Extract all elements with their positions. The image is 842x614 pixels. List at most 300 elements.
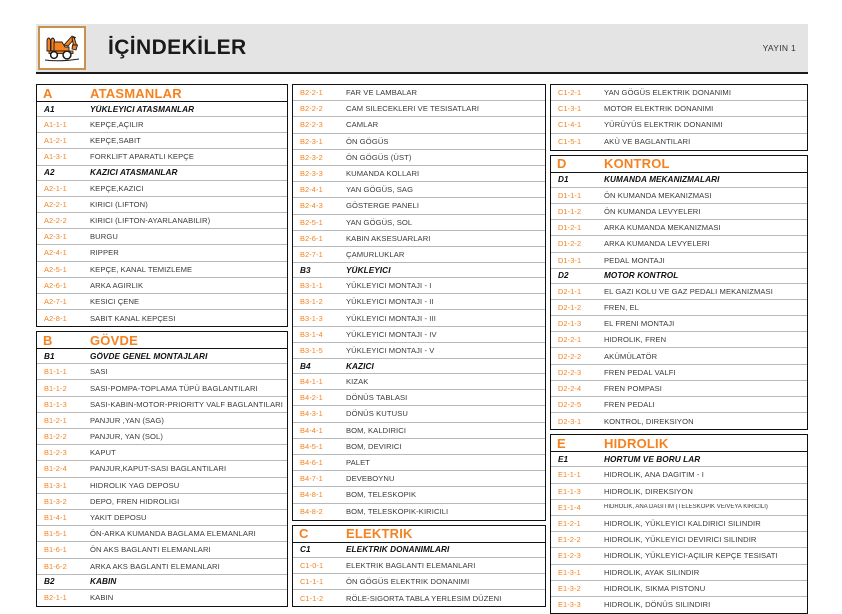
- index-item-row[interactable]: [293, 150, 545, 166]
- item-code: A2-8-1: [44, 313, 67, 323]
- item-code: A2: [44, 168, 55, 178]
- index-item-row[interactable]: [293, 439, 545, 455]
- index-block: [550, 155, 808, 431]
- item-code: B4-8-1: [300, 490, 323, 500]
- item-code: C1-3-1: [558, 104, 582, 114]
- item-description: ARKA AGIRLIK: [90, 280, 144, 290]
- item-code: D2-3-1: [558, 416, 582, 426]
- subsection-header-row[interactable]: [37, 575, 287, 590]
- item-code: B2-5-1: [300, 217, 323, 227]
- item-description: HIDROLIK, ANA DAGITIM - I: [604, 470, 704, 480]
- index-item-row[interactable]: [37, 213, 287, 229]
- item-code: B3-1-1: [300, 281, 323, 291]
- item-code: B4: [300, 361, 311, 371]
- item-code: D1-2-1: [558, 223, 582, 233]
- index-item-row[interactable]: [293, 85, 545, 101]
- item-description: HIDROLIK, DÖNÜS SILINDIRI: [604, 600, 711, 610]
- item-description: ARKA KUMANDA MEKANIZMASI: [604, 223, 721, 233]
- item-description: YAN GÖGÜS, SAG: [346, 185, 414, 195]
- item-description: KEPÇE,KAZICI: [90, 183, 144, 193]
- index-item-row[interactable]: [37, 294, 287, 310]
- item-code: B1-1-2: [44, 383, 67, 393]
- index-item-row[interactable]: [293, 558, 545, 574]
- item-description: SASI-KABIN-MOTOR-PRIORITY VALF BAGLANTILARI: [90, 399, 283, 409]
- index-item-row[interactable]: [37, 133, 287, 149]
- item-code: B: [43, 332, 53, 348]
- item-code: D1-1-2: [558, 207, 582, 217]
- item-description: KAZICI: [346, 361, 374, 371]
- item-code: E1-1-1: [558, 470, 581, 480]
- item-description: KONTROL, DIREKSIYON: [604, 416, 694, 426]
- item-description: PANJUR,KAPUT-SASI BAGLANTILARI: [90, 464, 227, 474]
- item-description: KIRICI (LIFTON-AYARLANABILIR): [90, 216, 211, 226]
- item-code: E1-2-3: [558, 551, 581, 561]
- item-code: D2-1-2: [558, 302, 582, 312]
- index-block: [550, 434, 808, 614]
- item-description: MOTOR KONTROL: [604, 271, 679, 281]
- item-description: HORTUM VE BORU LAR: [604, 454, 701, 464]
- issue-label: YAYIN 1: [762, 43, 796, 53]
- index-item-row[interactable]: [37, 397, 287, 413]
- item-code: E1-1-4: [558, 502, 581, 512]
- index-item-row[interactable]: [293, 166, 545, 182]
- index-item-row[interactable]: [551, 565, 807, 581]
- index-item-row[interactable]: [551, 220, 807, 236]
- item-code: E1-1-3: [558, 486, 581, 496]
- subsection-header-row[interactable]: [293, 543, 545, 558]
- item-code: D1-2-2: [558, 239, 582, 249]
- item-code: A2-6-1: [44, 280, 67, 290]
- index-column-3: [550, 84, 808, 610]
- item-description: HIDROLIK, SIKMA PISTONU: [604, 583, 706, 593]
- item-description: KABIN: [90, 593, 114, 603]
- index-item-row[interactable]: [293, 117, 545, 133]
- item-code: A1-2-1: [44, 136, 67, 146]
- item-description: ÖN GÖGÜS (ÜST): [346, 152, 412, 162]
- item-description: HIDROLIK: [604, 435, 669, 451]
- item-code: E1-3-3: [558, 600, 581, 610]
- index-item-row[interactable]: [37, 262, 287, 278]
- item-code: B2-2-1: [300, 88, 323, 98]
- item-code: B1-2-4: [44, 464, 67, 474]
- index-item-row[interactable]: [37, 429, 287, 445]
- item-description: AKÜMÜLATÖR: [604, 351, 658, 361]
- item-code: B2-3-2: [300, 152, 323, 162]
- index-item-row[interactable]: [551, 548, 807, 564]
- item-description: KAPUT: [90, 448, 116, 458]
- item-description: BURGU: [90, 232, 118, 242]
- item-code: C1-0-1: [300, 560, 324, 570]
- item-description: GÖVDE: [90, 332, 138, 348]
- item-code: A2-1-1: [44, 183, 67, 193]
- item-description: RIPPER: [90, 248, 119, 258]
- item-description: KAZICI ATASMANLAR: [90, 168, 178, 178]
- item-description: HIDROLIK, AYAK SILINDIR: [604, 567, 700, 577]
- index-item-row[interactable]: [293, 231, 545, 247]
- index-item-row[interactable]: [37, 278, 287, 294]
- item-description: BOM, TELESKOPIK-KIRICILI: [346, 507, 449, 517]
- index-item-row[interactable]: [551, 316, 807, 332]
- index-item-row[interactable]: [37, 117, 287, 133]
- item-code: A1: [44, 104, 55, 114]
- index-item-row[interactable]: [293, 198, 545, 214]
- section-header-row[interactable]: [551, 156, 807, 173]
- item-description: FREN, EL: [604, 302, 639, 312]
- index-item-row[interactable]: [293, 423, 545, 439]
- index-item-row[interactable]: [293, 182, 545, 198]
- index-item-row[interactable]: [551, 284, 807, 300]
- index-item-row[interactable]: [293, 471, 545, 487]
- index-item-row[interactable]: [293, 278, 545, 294]
- index-item-row[interactable]: [551, 532, 807, 548]
- item-code: A1-1-1: [44, 120, 67, 130]
- index-item-row[interactable]: [37, 413, 287, 429]
- item-code: E1: [558, 454, 569, 464]
- index-item-row[interactable]: [37, 494, 287, 510]
- item-code: E1-2-2: [558, 535, 581, 545]
- index-item-row[interactable]: [551, 117, 807, 133]
- item-code: D2-1-3: [558, 319, 582, 329]
- item-description: KEPÇE, KANAL TEMIZLEME: [90, 264, 193, 274]
- index-item-row[interactable]: [551, 134, 807, 150]
- item-description: ÖN GÖGÜS: [346, 136, 389, 146]
- item-code: B3-1-4: [300, 329, 323, 339]
- item-code: D2-1-1: [558, 286, 582, 296]
- page-header: [36, 24, 808, 74]
- item-description: SASI-POMPA-TOPLAMA TÜPÜ BAGLANTILARI: [90, 383, 258, 393]
- item-code: D1-1-1: [558, 190, 582, 200]
- item-description: YAKIT DEPOSU: [90, 513, 147, 523]
- item-code: A2-4-1: [44, 248, 67, 258]
- item-code: B1-6-1: [44, 545, 67, 555]
- item-code: B3-1-5: [300, 345, 323, 355]
- item-description: KEPÇE,SABIT: [90, 136, 141, 146]
- index-item-row[interactable]: [551, 85, 807, 101]
- section-header-row[interactable]: [37, 85, 287, 102]
- backhoe-loader-icon: [42, 31, 82, 65]
- item-code: B1-3-1: [44, 480, 67, 490]
- item-description: CAM SILECEKLERI VE TESISATLARI: [346, 104, 480, 114]
- item-code: B2-2-2: [300, 104, 323, 114]
- index-block: [550, 84, 808, 151]
- item-description: AKÜ VE BAGLANTILARI: [604, 137, 691, 147]
- subsection-header-row[interactable]: [37, 349, 287, 364]
- item-code: D2-2-5: [558, 400, 582, 410]
- item-description: YÜKLEYICI MONTAJI - I: [346, 281, 432, 291]
- index-item-row[interactable]: [37, 364, 287, 380]
- item-description: DÖNÜS TABLASI: [346, 393, 408, 403]
- index-item-row[interactable]: [37, 245, 287, 261]
- item-description: KABIN: [90, 577, 117, 587]
- index-item-row[interactable]: [551, 467, 807, 483]
- item-description: FREN POMPASI: [604, 383, 663, 393]
- index-item-row[interactable]: [37, 197, 287, 213]
- item-code: B4-4-1: [300, 425, 323, 435]
- index-item-row[interactable]: [37, 590, 287, 606]
- index-block: [292, 84, 546, 521]
- section-header-row[interactable]: [551, 435, 807, 452]
- index-block: [36, 84, 288, 327]
- index-item-row[interactable]: [551, 348, 807, 364]
- index-item-row[interactable]: [37, 526, 287, 542]
- company-logo: [38, 26, 86, 70]
- item-description: FORKLIFT APARATLI KEPÇE: [90, 152, 194, 162]
- item-code: C1-4-1: [558, 120, 582, 130]
- item-description: ÖN GÖGÜS ELEKTRIK DONANIMI: [346, 576, 470, 586]
- item-code: A2-2-1: [44, 199, 67, 209]
- index-item-row[interactable]: [293, 574, 545, 590]
- item-code: B3-1-2: [300, 297, 323, 307]
- item-code: B1-1-1: [44, 367, 67, 377]
- item-description: YAN GÖGÜS, SOL: [346, 217, 413, 227]
- index-item-row[interactable]: [551, 413, 807, 429]
- item-code: B2-3-3: [300, 169, 323, 179]
- item-code: D1: [558, 175, 569, 185]
- index-block: [36, 331, 288, 607]
- item-description: ELEKTRIK BAGLANTI ELEMANLARI: [346, 560, 476, 570]
- item-code: C1-5-1: [558, 137, 582, 147]
- item-description: PANJUR ,YAN (SAG): [90, 415, 164, 425]
- item-description: KIRICI (LIFTON): [90, 199, 148, 209]
- index-item-row[interactable]: [293, 101, 545, 117]
- item-description: ÖN AKS BAGLANTI ELEMANLARI: [90, 545, 211, 555]
- item-description: BOM, KALDIRICI: [346, 425, 407, 435]
- item-code: A2-5-1: [44, 264, 67, 274]
- item-code: B1: [44, 351, 55, 361]
- item-description: DEVEBOYNU: [346, 474, 395, 484]
- index-item-row[interactable]: [293, 504, 545, 520]
- item-description: GÖVDE GENEL MONTAJLARI: [90, 351, 208, 361]
- item-description: ELEKTRIK DONANIMLARI: [346, 545, 450, 555]
- item-description: EL FRENI MONTAJI: [604, 319, 675, 329]
- item-description: SABIT KANAL KEPÇESI: [90, 313, 176, 323]
- item-code: B1-6-2: [44, 561, 67, 571]
- item-code: B3-1-3: [300, 313, 323, 323]
- item-description: KONTROL: [604, 156, 670, 172]
- item-code: B1-2-1: [44, 415, 67, 425]
- item-code: B2-4-1: [300, 185, 323, 195]
- item-code: C1-1-2: [300, 593, 324, 603]
- section-header-row[interactable]: [293, 526, 545, 543]
- index-item-row[interactable]: [293, 327, 545, 343]
- item-code: E1-3-2: [558, 583, 581, 593]
- item-description: KUMANDA KOLLARI: [346, 169, 420, 179]
- index-item-row[interactable]: [37, 478, 287, 494]
- item-description: FAR VE LAMBALAR: [346, 88, 418, 98]
- index-item-row[interactable]: [551, 332, 807, 348]
- index-item-row[interactable]: [551, 236, 807, 252]
- item-code: A2-3-1: [44, 232, 67, 242]
- item-description: EL GAZI KOLU VE GAZ PEDALI MEKANIZMASI: [604, 286, 773, 296]
- index-item-row[interactable]: [37, 461, 287, 477]
- item-code: B1-2-3: [44, 448, 67, 458]
- index-item-row[interactable]: [37, 310, 287, 326]
- index-item-row[interactable]: [551, 500, 807, 516]
- item-code: D: [557, 156, 567, 172]
- item-code: B1-1-3: [44, 399, 67, 409]
- index-column-1: [36, 84, 288, 603]
- index-item-row[interactable]: [293, 487, 545, 503]
- index-item-row[interactable]: [551, 204, 807, 220]
- index-item-row[interactable]: [37, 181, 287, 197]
- index-item-row[interactable]: [293, 215, 545, 231]
- item-description: FREN PEDAL VALFI: [604, 367, 676, 377]
- item-code: B1-4-1: [44, 513, 67, 523]
- item-description: SASI: [90, 367, 108, 377]
- item-code: B4-5-1: [300, 441, 323, 451]
- index-item-row[interactable]: [551, 484, 807, 500]
- item-description: HIDROLIK, DIREKSIYON: [604, 486, 693, 496]
- index-item-row[interactable]: [551, 300, 807, 316]
- item-description: ÖN-ARKA KUMANDA BAGLAMA ELEMANLARI: [90, 529, 256, 539]
- item-description: PEDAL MONTAJI: [604, 255, 665, 265]
- item-description: YÜKLEYICI MONTAJI - V: [346, 345, 435, 355]
- index-item-row[interactable]: [551, 381, 807, 397]
- item-code: E1-2-1: [558, 519, 581, 529]
- item-description: YÜKLEYICI: [346, 265, 391, 275]
- item-description: RÖLE-SIGORTA TABLA YERLESIM DÜZENI: [346, 593, 502, 603]
- subsection-header-row[interactable]: [37, 166, 287, 181]
- index-item-row[interactable]: [293, 374, 545, 390]
- item-code: A: [43, 85, 53, 101]
- index-item-row[interactable]: [551, 101, 807, 117]
- item-code: D2-2-3: [558, 367, 582, 377]
- item-code: D2: [558, 271, 569, 281]
- item-code: B2: [44, 577, 55, 587]
- item-description: FREN PEDALI: [604, 400, 655, 410]
- item-description: KUMANDA MEKANIZMALARI: [604, 175, 720, 185]
- item-description: ÖN KUMANDA LEVYELERI: [604, 207, 701, 217]
- item-description: ÖN KUMANDA MEKANIZMASI: [604, 190, 712, 200]
- item-description: PANJUR, YAN (SOL): [90, 432, 164, 442]
- item-code: B4-6-1: [300, 458, 323, 468]
- index-columns: [36, 84, 808, 610]
- item-description: MOTOR ELEKTRIK DONANIMI: [604, 104, 714, 114]
- item-code: B2-1-1: [44, 593, 67, 603]
- subsection-header-row[interactable]: [551, 269, 807, 284]
- item-code: B4-3-1: [300, 409, 323, 419]
- item-code: B4-1-1: [300, 377, 323, 387]
- item-description: KEPÇE,AÇILIR: [90, 120, 144, 130]
- item-description: YÜKLEYICI ATASMANLAR: [90, 104, 195, 114]
- item-description: YÜRÜYÜS ELEKTRIK DONANIMI: [604, 120, 723, 130]
- item-code: B2-6-1: [300, 233, 323, 243]
- item-code: B2-4-3: [300, 201, 323, 211]
- item-code: A2-7-1: [44, 296, 67, 306]
- item-description: ARKA KUMANDA LEVYELERI: [604, 239, 710, 249]
- item-code: C1-1-1: [300, 576, 324, 586]
- item-code: B1-2-2: [44, 432, 67, 442]
- index-item-row[interactable]: [551, 581, 807, 597]
- item-description: HIDROLIK, FREN: [604, 335, 667, 345]
- item-description: PALET: [346, 458, 370, 468]
- item-code: C: [299, 526, 309, 542]
- subsection-header-row[interactable]: [551, 452, 807, 467]
- item-code: B1-5-1: [44, 529, 67, 539]
- item-code: B4-8-2: [300, 507, 323, 517]
- index-item-row[interactable]: [293, 455, 545, 471]
- item-code: B4-7-1: [300, 474, 323, 484]
- item-code: D1-3-1: [558, 255, 582, 265]
- item-description: ELEKTRIK: [346, 526, 413, 542]
- index-item-row[interactable]: [293, 310, 545, 326]
- index-item-row[interactable]: [293, 294, 545, 310]
- index-item-row[interactable]: [551, 365, 807, 381]
- subsection-header-row[interactable]: [37, 102, 287, 117]
- index-item-row[interactable]: [37, 149, 287, 165]
- index-item-row[interactable]: [551, 397, 807, 413]
- item-code: B2-2-3: [300, 120, 323, 130]
- section-header-row[interactable]: [37, 332, 287, 349]
- index-item-row[interactable]: [293, 343, 545, 359]
- item-description: HIDROLIK YAG DEPOSU: [90, 480, 180, 490]
- item-description: ÇAMURLUKLAR: [346, 249, 405, 259]
- index-item-row[interactable]: [37, 229, 287, 245]
- item-description: ATASMANLAR: [90, 85, 182, 101]
- item-description: KESICI ÇENE: [90, 296, 140, 306]
- item-description: HIDROLIK, YÜKLEYICI KALDIRICI SILINDIR: [604, 519, 761, 529]
- item-description: HIDROLIK, YÜKLEYICI DEVIRICI SILINDIR: [604, 535, 757, 545]
- index-item-row[interactable]: [37, 559, 287, 575]
- item-code: B1-3-2: [44, 496, 67, 506]
- index-item-row[interactable]: [37, 445, 287, 461]
- item-code: B3: [300, 265, 311, 275]
- item-description: YAN GÖGÜS ELEKTRIK DONANIMI: [604, 88, 732, 98]
- item-description: CAMLAR: [346, 120, 379, 130]
- item-code: D2-2-2: [558, 351, 582, 361]
- index-item-row[interactable]: [293, 406, 545, 422]
- item-code: B4-2-1: [300, 393, 323, 403]
- item-description: YÜKLEYICI MONTAJI - III: [346, 313, 436, 323]
- item-description: HIDROLIK, ANA DAGITIM (TELESKOPIK VE/VEYA KIRICILI): [604, 504, 768, 511]
- index-item-row[interactable]: [37, 510, 287, 526]
- item-description: YÜKLEYICI MONTAJI - II: [346, 297, 434, 307]
- item-code: B2-7-1: [300, 249, 323, 259]
- item-code: C1-2-1: [558, 88, 582, 98]
- item-code: D2-2-1: [558, 335, 582, 345]
- index-item-row[interactable]: [37, 542, 287, 558]
- item-code: E: [557, 435, 566, 451]
- item-code: E1-3-1: [558, 567, 581, 577]
- index-item-row[interactable]: [293, 247, 545, 263]
- subsection-header-row[interactable]: [551, 173, 807, 188]
- item-description: KIZAK: [346, 377, 369, 387]
- index-column-2: [292, 84, 546, 603]
- index-item-row[interactable]: [551, 253, 807, 269]
- item-description: HIDROLIK, YÜKLEYICI-AÇILIR KEPÇE TESISATI: [604, 551, 778, 561]
- item-description: ARKA AKS BAGLANTI ELEMANLARI: [90, 561, 220, 571]
- item-code: B2-3-1: [300, 136, 323, 146]
- item-description: YÜKLEYICI MONTAJI - IV: [346, 329, 437, 339]
- page-title: İÇİNDEKİLER: [108, 36, 247, 59]
- item-description: BOM, DEVIRICI: [346, 441, 402, 451]
- subsection-header-row[interactable]: [293, 359, 545, 374]
- item-description: BOM, TELESKOPIK: [346, 490, 417, 500]
- subsection-header-row[interactable]: [293, 263, 545, 278]
- item-code: D2-2-4: [558, 383, 582, 393]
- index-item-row[interactable]: [551, 188, 807, 204]
- item-description: DEPO, FREN HIDROLIGI: [90, 496, 180, 506]
- item-code: C1: [300, 545, 311, 555]
- item-code: A1-3-1: [44, 152, 67, 162]
- index-item-row[interactable]: [37, 380, 287, 396]
- index-item-row[interactable]: [293, 134, 545, 150]
- index-item-row[interactable]: [293, 390, 545, 406]
- index-item-row[interactable]: [293, 590, 545, 606]
- index-item-row[interactable]: [551, 516, 807, 532]
- item-description: GÖSTERGE PANELI: [346, 201, 420, 211]
- index-item-row[interactable]: [551, 597, 807, 613]
